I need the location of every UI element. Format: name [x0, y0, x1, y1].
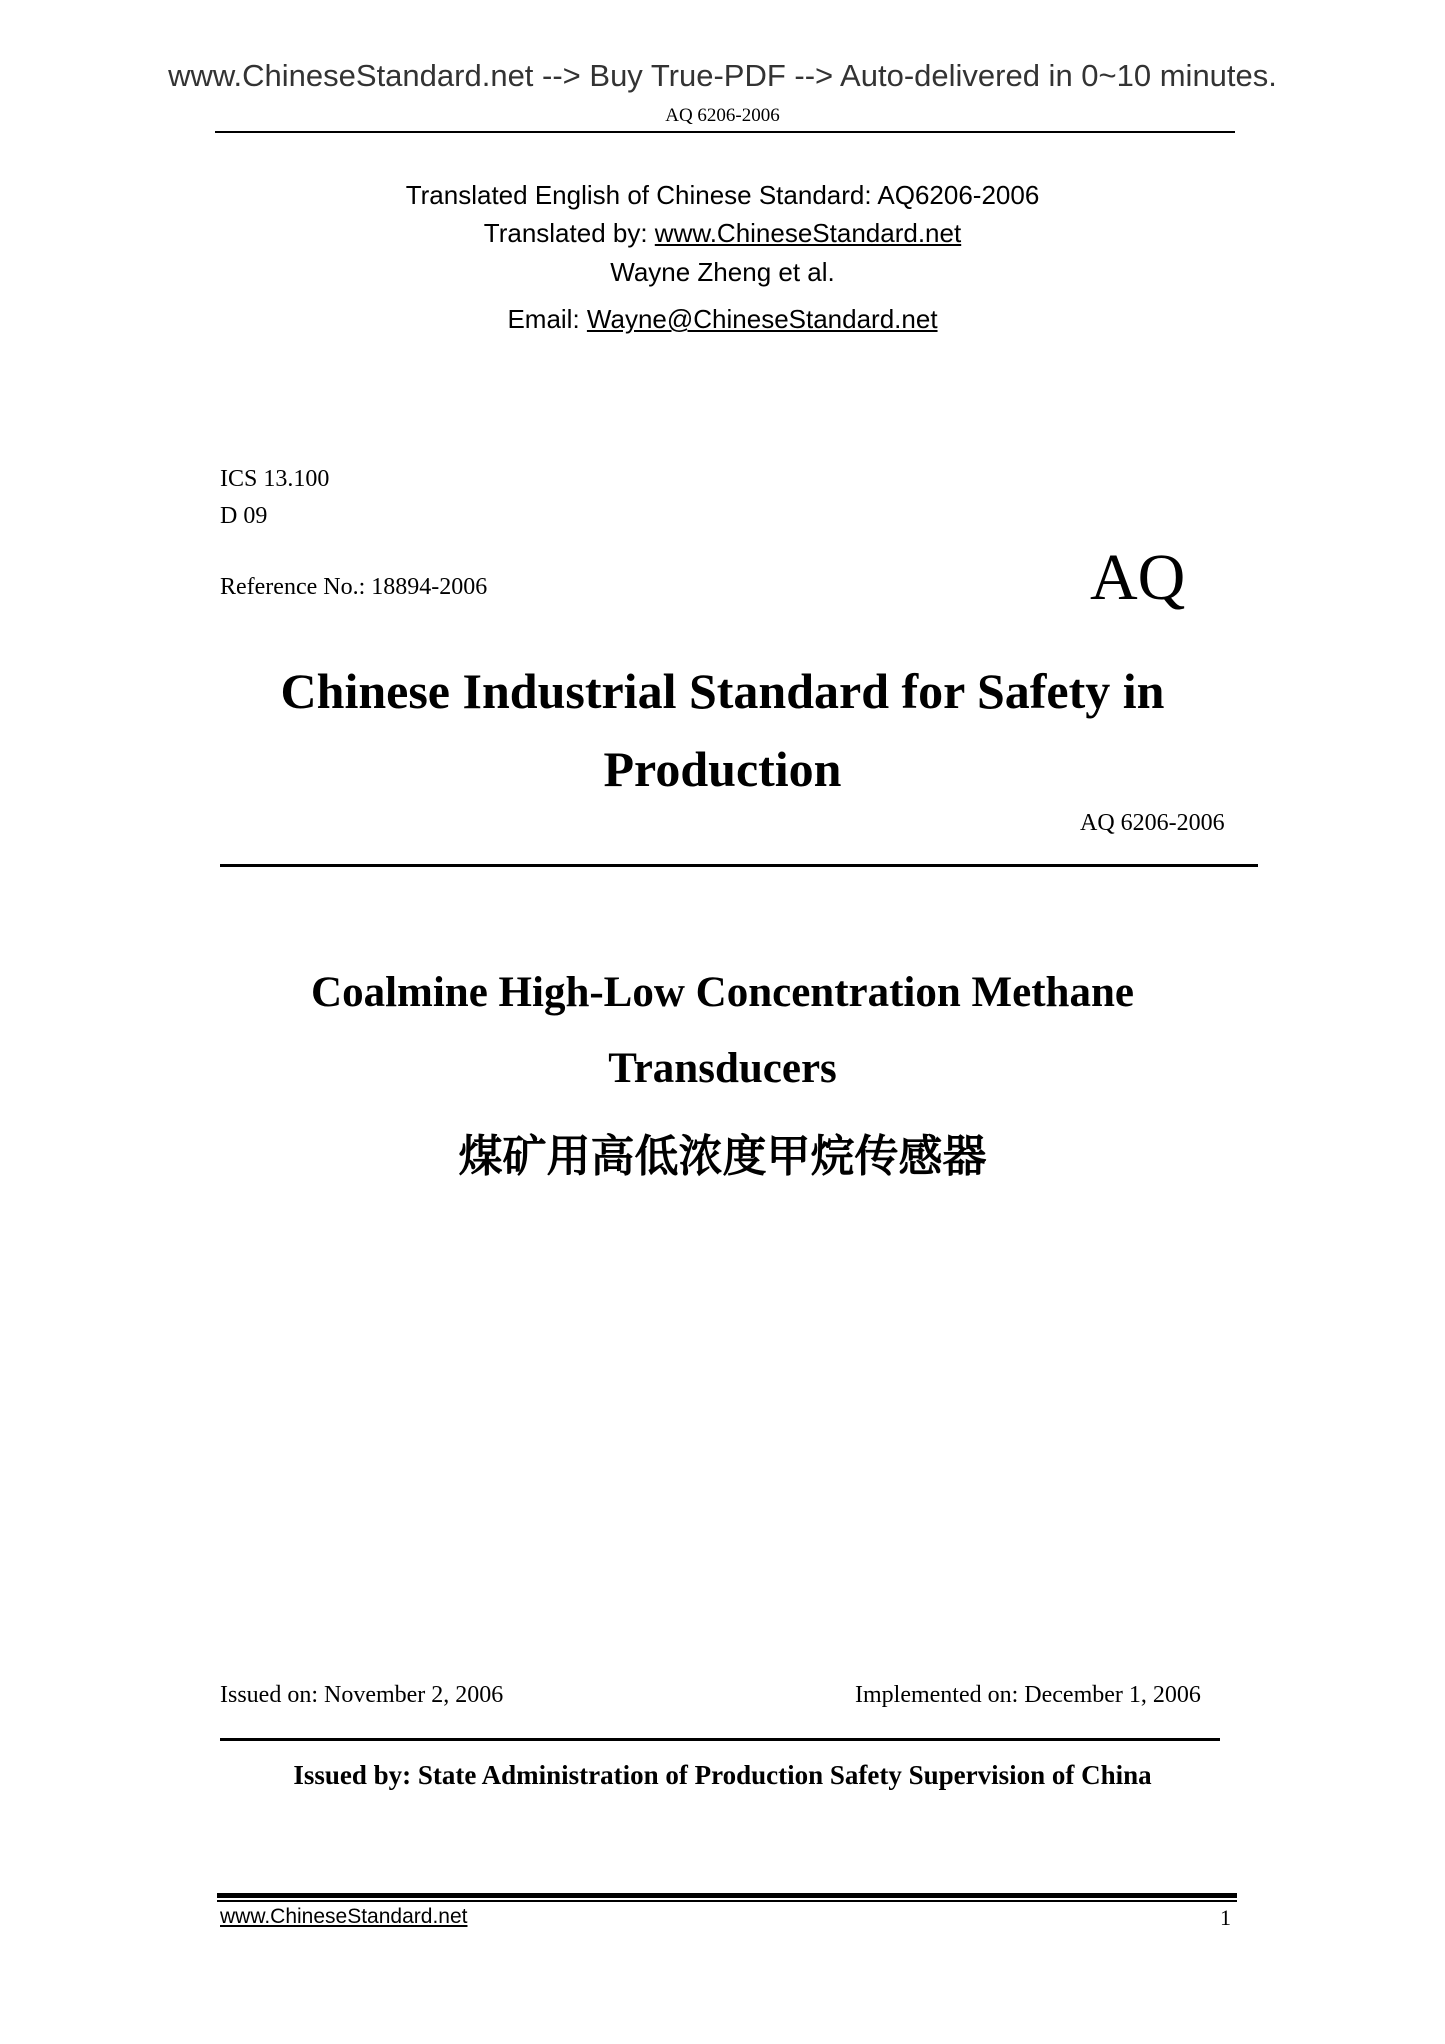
- translation-line: Translated English of Chinese Standard: AQ6206-2006: [405, 180, 1040, 210]
- reference-number: Reference No.: 18894-2006: [220, 574, 488, 600]
- footer-rule-thick: [217, 1893, 1237, 1898]
- ics-code: ICS 13.100: [220, 466, 330, 492]
- dates-rule: [220, 1738, 1220, 1741]
- header-rule: [215, 131, 1235, 133]
- subject-title-chinese: 煤矿用高低浓度甲烷传感器: [458, 1131, 987, 1182]
- footer-rule-thin: [217, 1900, 1237, 1902]
- main-title-line1: Chinese Industrial Standard for Safety in: [280, 663, 1165, 719]
- issued-by: Issued by: State Administration of Production Safety Supervision of China: [293, 1760, 1152, 1790]
- standard-code: AQ 6206-2006: [1080, 810, 1225, 836]
- page-number: 1: [1220, 1905, 1231, 1930]
- subject-title-line1: Coalmine High-Low Concentration Methane: [311, 969, 1134, 1016]
- translated-by-line: [0, 218, 1445, 249]
- aq-mark: AQ: [1090, 541, 1186, 614]
- translated-by-prefix: Translated by:: [483, 218, 655, 248]
- footer-site-link[interactable]: www.ChineseStandard.net: [220, 1905, 468, 1928]
- top-banner: www.ChineseStandard.net --> Buy True-PDF --> Auto-delivered in 0~10 minutes.: [168, 58, 1277, 93]
- title-rule: [220, 864, 1258, 867]
- email-line: [0, 304, 1445, 335]
- implemented-on-date: Implemented on: December 1, 2006: [855, 1682, 1201, 1708]
- main-title-line2: Production: [603, 741, 842, 797]
- issued-on-date: Issued on: November 2, 2006: [220, 1682, 504, 1708]
- translated-by-link[interactable]: www.ChineseStandard.net: [654, 218, 962, 248]
- subject-title-line2: Transducers: [608, 1045, 837, 1092]
- translators-line: Wayne Zheng et al.: [610, 257, 835, 287]
- running-header: AQ 6206-2006: [665, 105, 780, 126]
- main-title: [0, 652, 1445, 808]
- email-link[interactable]: Wayne@ChineseStandard.net: [586, 304, 938, 334]
- email-prefix: Email:: [507, 304, 587, 334]
- classification-code: D 09: [220, 503, 268, 529]
- footer-site: [220, 1905, 467, 1929]
